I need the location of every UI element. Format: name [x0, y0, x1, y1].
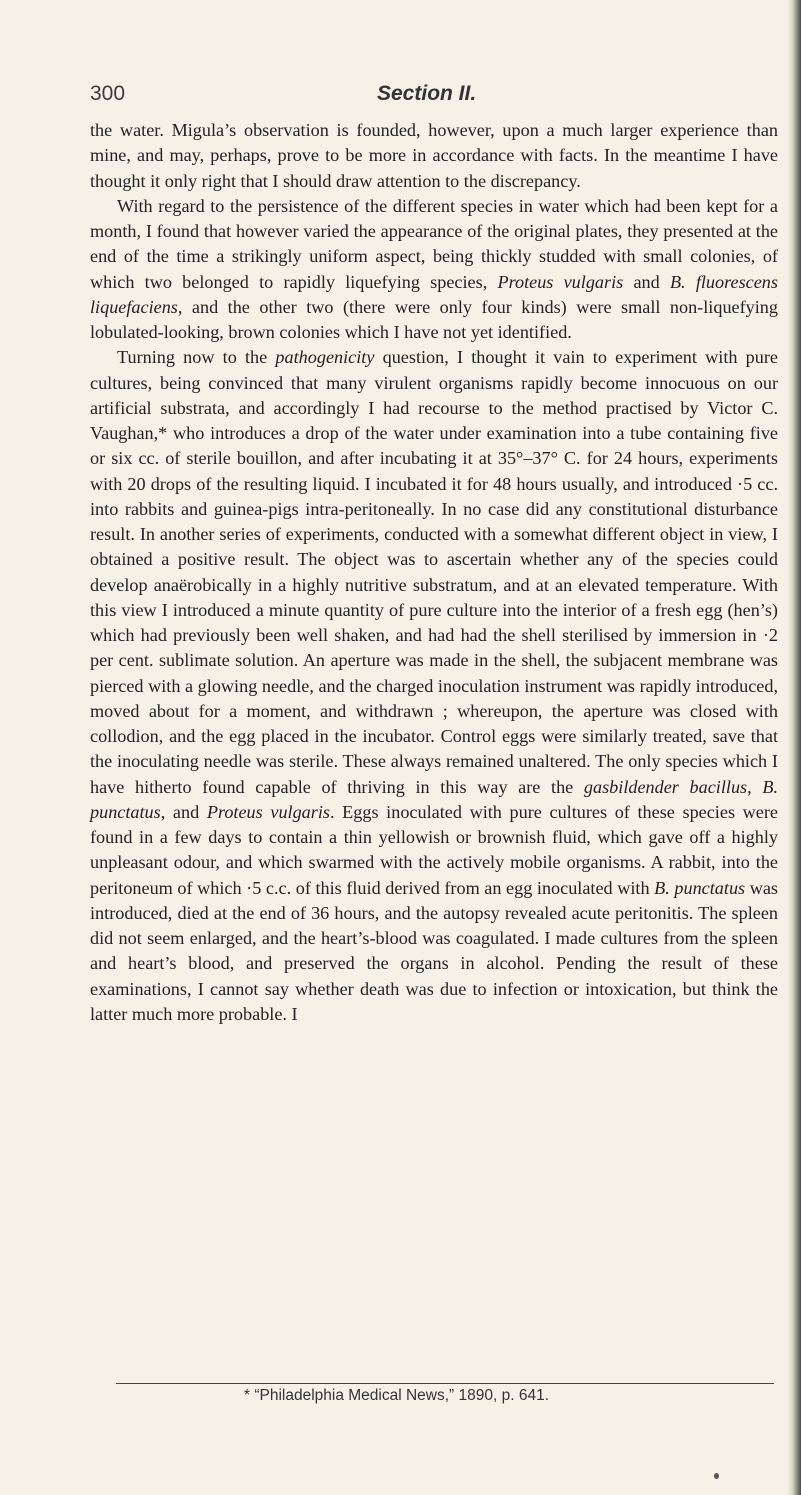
paragraph: [90, 345, 778, 1027]
stray-ink-dot: [714, 1473, 719, 1479]
paragraph: [90, 118, 778, 194]
page-header: [90, 82, 730, 112]
italic-text-run: B. fluorescens liquefaciens: [90, 271, 778, 317]
text-run: was introduced, died at the end of 36 hours, and the autopsy revealed acute peritonitis. The spleen did not seem enlarged, and the heart’s-blood was coagulated. I made cultures from the spleen and heart’s blood, and preserved the organs in alcohol. Pending the result of these examinations, I cannot say whether death was due to infection or intoxication, but think the latter much more probable. I: [90, 877, 778, 1024]
italic-text-run: gasbildender bacillus: [583, 776, 748, 797]
page-number: 300: [90, 82, 126, 105]
text-run: Turning now to the: [117, 347, 276, 368]
text-run: , and: [160, 801, 207, 822]
text-run: question, I thought it vain to experiment with pure cultures, being convinced that many virulent organisms rapidly become innocuous on our artificial substrata, and accordingly I had recourse to the method practised by Victor C. Vaughan,* who introduces a drop of the water under examination into a tube containing five or six cc. of sterile bouillon, and after incubating it at 35°–37° C. for 24 hours, experiments with 20 drops of the resulting liquid. I incubated it for 48 hours usually, and introduced ·5 cc. into rabbits and guinea-pigs intra-peritoneally. In no case did any constitutional disturbance result. In another series of experiments, conducted with a somewhat different object in view, I obtained a positive result. The object was to ascertain whether any of the species could develop anaërobically in a highly nutritive substratum, and at an elevated temperature. With this view I introduced a minute quantity of pure culture into the interior of a fresh egg (hen’s) which had previously been well shaken, and had had the shell sterilised by immersion in ·2 per cent. sublimate solution. An aperture was made in the shell, the subjacent membrane was pierced with a glowing needle, and the charged inoculation instrument was rapidly introduced, moved about for a moment, and withdrawn ; whereupon, the aperture was closed with collodion, and the egg placed in the incubator. Control eggs were similarly treated, save that the inoculating needle was sterile. These always remained unaltered. The only species which I have hitherto found capable of thriving in this way are the: [90, 347, 778, 797]
italic-text-run: B. punctatus: [90, 776, 778, 822]
italic-text-run: Proteus vulgaris: [206, 801, 330, 822]
italic-text-run: Proteus vulgaris: [497, 271, 624, 292]
text-run: With regard to the persistence of the different species in water which had been kept for a month, I found that however varied the appearance of the original plates, they presented at the end of the time a strikingly uniform aspect, being thickly studded with small colonies, of which two belonged to rapidly liquefying species,: [90, 195, 778, 292]
text-run: the water. Migula’s observation is founded, however, upon a much larger experience than mine, and may, perhaps, prove to be more in accordance with facts. In the meantime I have thought it only right that I should draw attention to the discrepancy.: [90, 120, 778, 191]
running-head: Section II.: [377, 82, 477, 105]
text-run: and: [623, 271, 670, 292]
page-edge-shadow: [787, 0, 801, 1495]
paragraph: [90, 194, 778, 346]
italic-text-run: pathogenicity: [275, 347, 375, 368]
footnote-rule: [116, 1383, 774, 1384]
text-run: , and the other two (there were only four kinds) were small non-liquefying lobulated-looking, brown colonies which I have not yet identified.: [90, 296, 778, 342]
body-text: [90, 118, 778, 1027]
footnote: * “Philadelphia Medical News,” 1890, p. 641.: [244, 1387, 550, 1404]
text-run: ,: [747, 776, 763, 797]
text-run: . Eggs inoculated with pure cultures of these species were found in a few days to contain a thin yellowish or brownish fluid, which gave off a highly unpleasant odour, and which swarmed with the actively mobile organisms. A rabbit, into the peritoneum of which ·5 c.c. of this fluid derived from an egg inoculated with: [90, 801, 778, 898]
italic-text-run: B. punctatus: [654, 877, 746, 898]
